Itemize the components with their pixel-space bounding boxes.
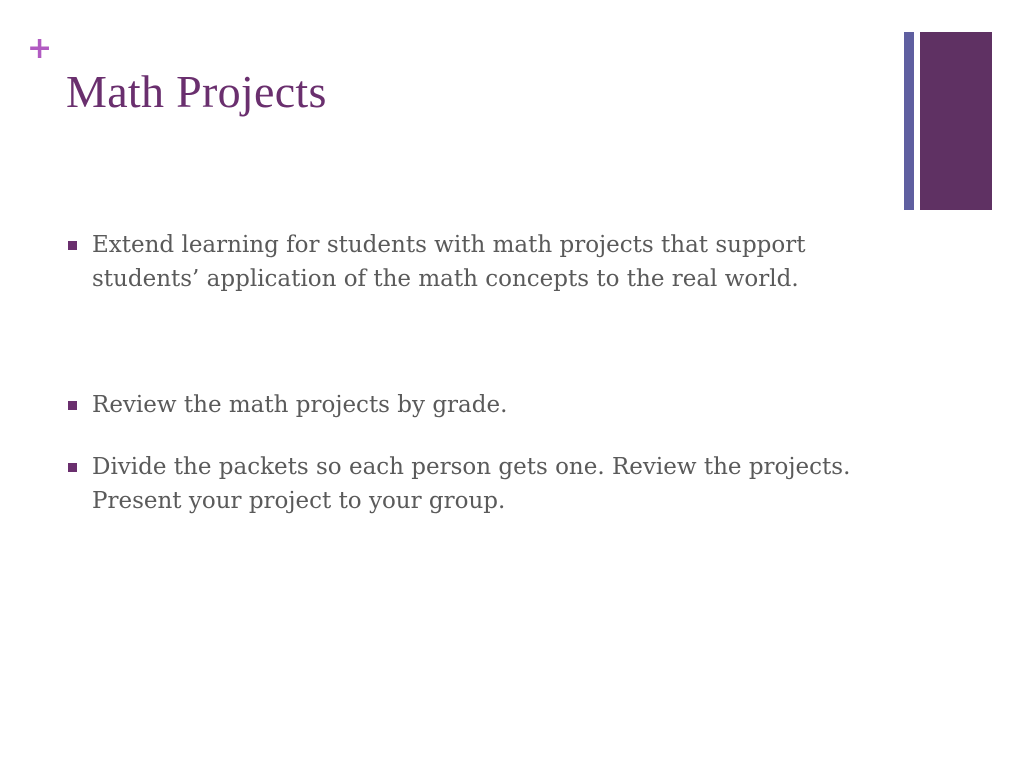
bullet-text: Divide the packets so each person gets one. Review the projects. Present your project to your group. [92,454,851,514]
bullet-square-icon [68,401,77,410]
slide-title: Math Projects [66,66,327,117]
bullet-item [68,388,888,422]
bullet-text: Review the math projects by grade. [92,392,508,418]
bullet-square-icon [68,241,77,250]
bullet-item [68,450,888,518]
bullet-item [68,228,888,296]
bullet-list [68,228,888,518]
bullet-text: Extend learning for students with math projects that support students’ application of the math concepts to the real world. [92,232,806,292]
plus-icon: + [27,31,53,66]
decorative-bar-wide [920,32,992,210]
decorative-bar-thin [904,32,914,210]
bullet-square-icon [68,463,77,472]
